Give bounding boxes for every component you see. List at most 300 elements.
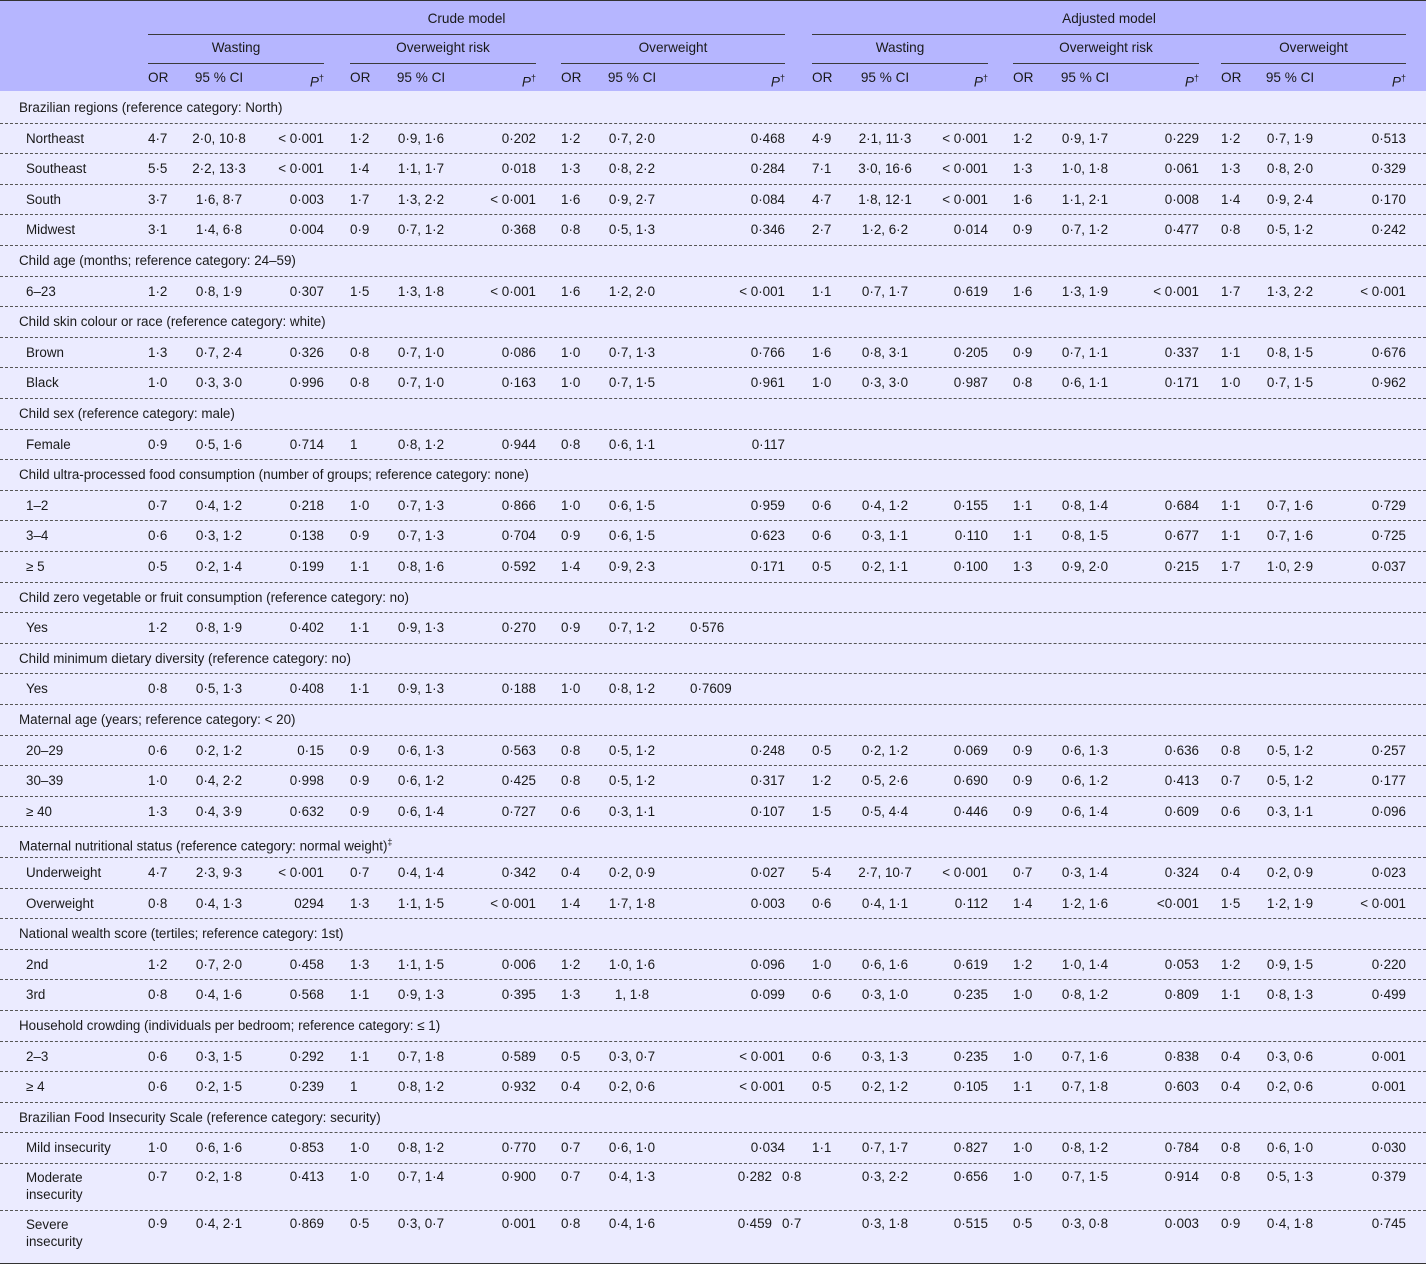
row-label: Black: [26, 375, 59, 391]
ci-cell: 0·9, 1·3: [397, 681, 445, 697]
ci-cell: 2·1, 11·3: [858, 130, 912, 146]
p-value-cell: 0·568: [289, 987, 324, 1003]
crude-overweight-risk-rule: [350, 63, 536, 64]
p-value-cell: 0·677: [1164, 528, 1199, 544]
or-cell: 1·5: [1221, 895, 1241, 911]
or-cell: 0·9: [1013, 222, 1033, 238]
ci-cell: 0·7, 1·5: [1266, 375, 1314, 391]
ci-cell: 0·8, 1·9: [195, 620, 243, 636]
ci-cell: 0·8, 2·0: [1266, 161, 1314, 177]
ci-cell: 0·9, 2·7: [608, 191, 656, 207]
row-divider: [0, 582, 1426, 583]
ci-cell: 1·4, 6·8: [195, 222, 243, 238]
p-value-cell: 0·727: [501, 803, 536, 819]
p-value-cell: 0·003: [289, 191, 324, 207]
p-value-cell: 0·235: [953, 987, 988, 1003]
row-divider: [0, 184, 1426, 185]
p-value-cell: 0·023: [1371, 865, 1406, 880]
ci-cell: 0·9, 2·0: [1061, 559, 1109, 574]
adjusted-overweight-rule: [1221, 63, 1406, 64]
p-value-cell: 0·619: [953, 956, 988, 972]
p-value-cell: 0·619: [953, 283, 988, 299]
p-value-cell: < 0·001: [1153, 283, 1199, 299]
or-cell: 0·6: [812, 1048, 832, 1064]
ci-cell: 0·7, 1·1: [1061, 344, 1109, 360]
crude-overweight-risk-ci-header: 95 % CI: [396, 70, 446, 85]
or-cell: 1·2: [1221, 130, 1241, 146]
p-value-cell: < 0·001: [942, 161, 988, 177]
or-cell: 1·3: [561, 987, 581, 1003]
ci-cell: 0·5, 2·6: [861, 773, 909, 789]
or-cell: 0·9: [1013, 773, 1033, 789]
row-divider: [0, 1210, 1426, 1211]
p-value-cell: 0·205: [953, 344, 988, 360]
p-value-cell: 0·001: [501, 1216, 536, 1231]
p-value-cell: 0·030: [1371, 1140, 1406, 1156]
ci-cell: 0·6, 1·3: [1061, 742, 1109, 758]
ci-cell: 0·3, 1·8: [861, 1216, 909, 1231]
p-value-cell: < 0·001: [278, 130, 324, 146]
p-symbol: P: [1184, 74, 1194, 90]
p-value-cell: 0·202: [501, 130, 536, 146]
row-divider: [0, 276, 1426, 277]
or-cell: 4·7: [812, 191, 832, 207]
or-cell: 1·0: [812, 956, 832, 972]
ci-cell: 0·7, 1·3: [397, 497, 445, 513]
or-cell: 0·9: [148, 1216, 168, 1231]
ci-cell: 0·3, 1·2: [195, 528, 243, 544]
row-label: 6–23: [26, 283, 56, 299]
p-value-cell: 0·714: [289, 436, 324, 452]
or-cell: 1·1: [350, 681, 370, 697]
ci-cell: 0·4, 1·3: [195, 895, 243, 911]
ci-cell: 0·5, 1·2: [608, 773, 656, 789]
p-value-cell: < 0·001: [278, 865, 324, 880]
or-cell: 0·5: [561, 1048, 581, 1064]
or-cell: 3·7: [148, 191, 168, 207]
row-divider: [0, 612, 1426, 613]
section-label: Child minimum dietary diversity (reference category: no): [19, 650, 351, 666]
row-divider: [0, 826, 1426, 827]
section-header: [19, 1110, 381, 1126]
or-cell: 1·1: [350, 620, 370, 636]
adjusted-overweight-risk-header: Overweight risk: [1059, 40, 1153, 55]
ci-cell: 0·7, 2·0: [608, 130, 656, 146]
p-value-cell: 0·199: [289, 559, 324, 574]
or-cell: 0·6: [148, 1048, 168, 1064]
p-footnote-mark: †: [318, 73, 324, 83]
or-cell: 0·9: [350, 528, 370, 544]
row-divider: [0, 796, 1426, 797]
ci-cell: 2·7, 10·7: [858, 865, 912, 880]
row-divider: [0, 673, 1426, 674]
or-cell: 7·1: [812, 161, 832, 177]
p-value-cell: 0·458: [289, 956, 324, 972]
p-value-cell: 0·282: [737, 1169, 772, 1184]
ci-cell: 0·8, 1·4: [1061, 497, 1109, 513]
or-cell: 0·6: [812, 987, 832, 1003]
ci-cell: 0·7, 1·6: [1266, 528, 1314, 544]
or-cell: 0·9: [1013, 344, 1033, 360]
p-value-cell: 0·001: [1371, 1079, 1406, 1095]
p-value-cell: 0·513: [1371, 130, 1406, 146]
row-label: Northeast: [26, 130, 85, 146]
adjusted-wasting-or-header: OR: [812, 70, 833, 85]
or-cell: 1·0: [561, 344, 581, 360]
or-cell: 1·0: [350, 1169, 370, 1184]
row-divider: [0, 1163, 1426, 1164]
row-divider: [0, 735, 1426, 736]
or-cell: 1·2: [1013, 956, 1033, 972]
or-cell: 0·8: [1221, 1140, 1241, 1156]
p-value-cell: 0·459: [737, 1216, 772, 1231]
ci-cell: 0·2, 1·5: [195, 1079, 243, 1095]
p-value-cell: 0·914: [1164, 1169, 1199, 1184]
ci-cell: 0·6, 1·6: [195, 1140, 243, 1156]
p-value-cell: 0·766: [750, 344, 785, 360]
or-cell: 0·5: [1013, 1216, 1033, 1231]
ci-cell: 0·2, 1·2: [195, 742, 243, 758]
p-symbol: P: [973, 74, 983, 90]
adjusted-overweight-header: Overweight: [1279, 40, 1348, 55]
section-label: Child ultra-processed food consumption (number of groups; reference category: none): [19, 467, 529, 483]
ci-cell: 2·3, 9·3: [195, 865, 243, 880]
section-label: Child sex (reference category: male): [19, 406, 235, 421]
ci-cell: 0·4, 1·1: [861, 895, 909, 911]
p-value-cell: 0·827: [953, 1140, 988, 1156]
row-divider: [0, 857, 1426, 858]
p-value-cell: 0·257: [1371, 742, 1406, 758]
or-cell: 1·3: [350, 895, 370, 911]
or-cell: 1·0: [1221, 375, 1241, 391]
or-cell: 1·1: [1013, 1079, 1033, 1095]
ci-cell: 0·2, 0·9: [608, 865, 656, 880]
row-divider: [0, 398, 1426, 399]
ci-cell: 0·4, 1·2: [195, 497, 243, 513]
section-header: [19, 467, 529, 483]
p-value-cell: 0·446: [953, 803, 988, 819]
ci-cell: 0·7, 1·5: [608, 375, 656, 391]
p-value-cell: 0·676: [1371, 344, 1406, 360]
row-divider: [0, 245, 1426, 246]
ci-cell: 0·3, 0·7: [608, 1048, 656, 1064]
p-value-cell: < 0·001: [739, 1048, 785, 1064]
p-value-cell: 0·959: [750, 497, 785, 513]
p-value-cell: 0·425: [501, 773, 536, 789]
ci-cell: 0·9, 1·3: [397, 987, 445, 1003]
ci-cell: 1·1, 1·5: [397, 956, 445, 972]
crude-overweight-ci-header: 95 % CI: [607, 70, 657, 85]
ci-cell: 0·9, 1·3: [397, 620, 445, 636]
p-value-cell: 0·099: [750, 987, 785, 1003]
p-symbol: P: [770, 74, 780, 90]
ci-cell: 2·0, 10·8: [192, 130, 246, 146]
section-label: Household crowding (individuals per bedroom; reference category: ≤ 1): [19, 1018, 441, 1033]
ci-cell: 0·3, 1·4: [1061, 865, 1109, 880]
or-cell: 1·0: [561, 375, 581, 391]
or-cell: 3·1: [148, 222, 168, 238]
row-label: Overweight: [26, 895, 94, 911]
section-label: Child zero vegetable or fruit consumption (reference category: no): [19, 589, 410, 605]
ci-cell: 0·3, 1·1: [608, 803, 656, 819]
p-value-cell: 0·008: [1164, 191, 1199, 207]
row-divider: [0, 459, 1426, 460]
row-label: ≥ 4: [26, 1079, 45, 1095]
or-cell: 0·4: [1221, 1079, 1241, 1095]
ci-cell: 0·6, 1·0: [608, 1140, 656, 1156]
ci-cell: 3·0, 16·6: [858, 161, 912, 177]
ci-cell: 0·6, 1·4: [397, 803, 445, 819]
ci-cell: 0·9, 2·4: [1266, 191, 1314, 207]
ci-cell: 0·2, 1·2: [861, 1079, 909, 1095]
ci-cell: 1·1, 1·7: [397, 161, 445, 177]
section-label: National wealth score (tertiles; reference category: 1st): [19, 926, 344, 942]
row-divider: [0, 551, 1426, 552]
row-label: ≥ 5: [26, 559, 45, 574]
or-cell: 0·7: [1221, 773, 1241, 789]
or-cell: 1·4: [1221, 191, 1241, 207]
p-footnote-mark: †: [530, 73, 536, 83]
p-value-cell: 0·379: [1371, 1169, 1406, 1184]
p-footnote-mark: †: [982, 73, 988, 83]
row-divider: [0, 123, 1426, 124]
p-footnote-mark: †: [1400, 73, 1406, 83]
adjusted-overweight-risk-rule: [1013, 63, 1199, 64]
section-header: [19, 314, 326, 330]
or-cell: 1·0: [148, 375, 168, 391]
row-divider: [0, 765, 1426, 766]
or-cell: 0·6: [812, 497, 832, 513]
or-cell: 0·6: [1221, 803, 1241, 819]
or-cell: 0·7: [561, 1169, 581, 1184]
p-value-cell: 0·188: [501, 681, 536, 697]
ci-cell: 0·6, 1·1: [608, 436, 656, 452]
p-value-cell: < 0·001: [739, 283, 785, 299]
p-value-cell: 0·034: [750, 1140, 785, 1156]
crude-overweight-p-header: [725, 70, 785, 91]
row-label: Mild insecurity: [26, 1140, 111, 1156]
ci-cell: 0·3, 1·5: [195, 1048, 243, 1064]
or-cell: 5·5: [148, 161, 168, 177]
section-label: Maternal age (years; reference category: < 20): [19, 712, 296, 727]
or-cell: 1·7: [1221, 559, 1241, 574]
or-cell: 0·8: [1013, 375, 1033, 391]
row-label: Underweight: [26, 865, 102, 880]
ci-cell: 0·6, 1·6: [861, 956, 909, 972]
p-value-cell: < 0·001: [942, 865, 988, 880]
or-cell: 1·4: [350, 161, 370, 177]
or-cell: 1·0: [1013, 987, 1033, 1003]
p-value-cell: 0·117: [751, 436, 785, 452]
or-cell: 4·7: [148, 865, 168, 880]
ci-cell: 0·6, 1·3: [397, 742, 445, 758]
or-cell: 0·6: [148, 742, 168, 758]
ci-cell: 0·2, 0·9: [1266, 865, 1314, 880]
or-cell: 1·2: [148, 283, 168, 299]
p-value-cell: 0·163: [501, 375, 536, 391]
row-label: 1–2: [26, 497, 49, 513]
or-cell: 1·3: [350, 956, 370, 972]
adjusted-overweight-p-header: [1346, 70, 1406, 91]
or-cell: 1·3: [1221, 161, 1241, 177]
p-value-cell: 0·515: [953, 1216, 988, 1231]
or-cell: 1·0: [812, 375, 832, 391]
or-cell: 1: [350, 436, 358, 452]
or-cell: 0·9: [350, 222, 370, 238]
ci-cell: 0·5, 1·3: [1266, 1169, 1314, 1184]
or-cell: 1·6: [561, 283, 581, 299]
or-cell: 4·9: [812, 130, 832, 146]
p-value-cell: 0·468: [750, 130, 785, 146]
p-value-cell: 0·100: [953, 559, 988, 574]
ci-cell: 0·7, 1·6: [1266, 497, 1314, 513]
row-divider: [0, 1102, 1426, 1103]
ci-cell: 0·7, 1·0: [397, 375, 445, 391]
or-cell: 0·9: [561, 620, 581, 636]
row-divider: [0, 153, 1426, 154]
ci-cell: 0·7, 1·4: [397, 1169, 445, 1184]
p-value-cell: 0·725: [1371, 528, 1406, 544]
or-cell: 0·8: [1221, 742, 1241, 758]
p-symbol: P: [309, 74, 319, 90]
ci-cell: 1·0, 1·4: [1061, 956, 1109, 972]
or-cell: 1·3: [561, 161, 581, 177]
ci-cell: 0·2, 1·4: [195, 559, 243, 574]
adjusted-overweight-risk-p-header: [1139, 70, 1199, 91]
or-cell: 1·3: [148, 344, 168, 360]
row-label: 3–4: [26, 528, 49, 544]
p-value-cell: 0·004: [289, 222, 324, 238]
ci-cell: 0·7, 1·5: [1061, 1169, 1109, 1184]
or-cell: 0·7: [1013, 865, 1033, 880]
ci-cell: 0·8, 1·2: [608, 681, 656, 697]
or-cell: 0·5: [812, 559, 832, 574]
p-value-cell: 0·218: [289, 497, 324, 513]
ci-cell: 1·3, 2·2: [1266, 283, 1314, 299]
ci-cell: 1·1, 1·5: [397, 895, 445, 911]
row-label: 2–3: [26, 1048, 49, 1064]
row-divider: [0, 704, 1426, 705]
or-cell: 0·9: [350, 773, 370, 789]
table-bottom-rule: [0, 1263, 1426, 1264]
ci-cell: 0·8, 1·2: [1061, 1140, 1109, 1156]
ci-cell: 0·4, 1·4: [397, 865, 445, 880]
or-cell: 0·6: [812, 528, 832, 544]
ci-cell: 1·1, 2·1: [1061, 191, 1109, 207]
adjusted-model-rule: [812, 34, 1406, 35]
p-value-cell: 0·018: [501, 161, 536, 177]
or-cell: 1·2: [1221, 956, 1241, 972]
section-header: [19, 100, 282, 116]
ci-cell: 0·6, 1·5: [608, 528, 656, 544]
ci-cell: 1·8, 12·1: [858, 191, 912, 207]
row-label: Brown: [26, 344, 64, 360]
crude-overweight-risk-header: Overweight risk: [396, 40, 490, 55]
ci-cell: 0·8, 1·2: [397, 436, 445, 452]
ci-cell: 0·4, 1·6: [608, 1216, 656, 1231]
or-cell: 2·7: [812, 222, 832, 238]
or-cell: 1·6: [812, 344, 832, 360]
or-cell: 0·8: [148, 895, 168, 911]
p-value-cell: 0·589: [501, 1048, 536, 1064]
p-value-cell: 0·408: [289, 681, 324, 697]
p-value-cell: 0294: [294, 895, 324, 911]
or-cell: 1·2: [350, 130, 370, 146]
row-label: 30–39: [26, 773, 64, 789]
p-value-cell: 0·105: [953, 1079, 988, 1095]
crude-wasting-header: Wasting: [211, 40, 261, 55]
ci-cell: 0·5, 1·2: [1266, 742, 1314, 758]
or-cell: 0·8: [561, 773, 581, 789]
p-value-cell: 0·171: [1164, 375, 1199, 391]
or-cell: 1·7: [1221, 283, 1241, 299]
p-value-cell: 0·107: [750, 803, 785, 819]
p-value-cell: 0·770: [501, 1140, 536, 1156]
row-divider: [0, 306, 1426, 307]
p-value-cell: 0·368: [501, 222, 536, 238]
or-cell: 0·7: [782, 1216, 802, 1231]
p-value-cell: 0·006: [501, 956, 536, 972]
adjusted-wasting-ci-header: 95 % CI: [860, 70, 910, 85]
ci-cell: 1·0, 2·9: [1266, 559, 1314, 574]
row-label: ≥ 40: [26, 803, 52, 819]
p-value-cell: < 0·001: [490, 191, 536, 207]
or-cell: 0·8: [561, 222, 581, 238]
adjusted-overweight-or-header: OR: [1221, 70, 1242, 85]
ci-cell: 0·2, 0·6: [1266, 1079, 1314, 1095]
ci-cell: 0·7, 1·7: [861, 1140, 909, 1156]
or-cell: 0·9: [350, 742, 370, 758]
ci-cell: 0·8, 2·2: [608, 161, 656, 177]
or-cell: 0·7: [350, 865, 370, 880]
ci-cell: 0·8, 1·2: [397, 1079, 445, 1095]
section-header: [19, 926, 344, 942]
crude-model-header: Crude model: [427, 11, 506, 26]
or-cell: 0·8: [148, 987, 168, 1003]
p-value-cell: 0·317: [750, 773, 785, 789]
adjusted-wasting-header: Wasting: [875, 40, 925, 55]
or-cell: 1·1: [1221, 344, 1241, 360]
ci-cell: 0·2, 1·8: [195, 1169, 243, 1184]
or-cell: 1·4: [1013, 895, 1033, 911]
or-cell: 0·5: [812, 1079, 832, 1095]
crude-model-rule: [148, 34, 785, 35]
ci-cell: 1·2, 6·2: [861, 222, 909, 238]
p-value-cell: 0·242: [1371, 222, 1406, 238]
ci-cell: 1·7, 1·8: [608, 895, 656, 911]
row-label: 2nd: [26, 956, 49, 972]
or-cell: 0·9: [1013, 742, 1033, 758]
ci-cell: 0·2, 1·1: [861, 559, 909, 574]
ci-cell: 0·7, 1·0: [397, 344, 445, 360]
or-cell: 1·2: [561, 956, 581, 972]
ci-cell: 0·7, 2·4: [195, 344, 243, 360]
p-value-cell: 0·477: [1164, 222, 1199, 238]
section-label: Brazilian regions (reference category: North): [19, 100, 283, 115]
p-value-cell: 0·155: [953, 497, 988, 513]
or-cell: 0·9: [350, 803, 370, 819]
p-value-cell: 0·684: [1164, 497, 1199, 513]
p-value-cell: 0·239: [289, 1079, 324, 1095]
ci-cell: 0·7, 1·2: [1061, 222, 1109, 238]
or-cell: 1·6: [561, 191, 581, 207]
ci-cell: 0·4, 1·2: [861, 497, 909, 513]
row-divider: [0, 888, 1426, 889]
or-cell: 1·0: [148, 1140, 168, 1156]
ci-cell: 0·5, 4·4: [861, 803, 909, 819]
row-divider: [0, 949, 1426, 950]
ci-cell: 0·4, 2·2: [195, 773, 243, 789]
